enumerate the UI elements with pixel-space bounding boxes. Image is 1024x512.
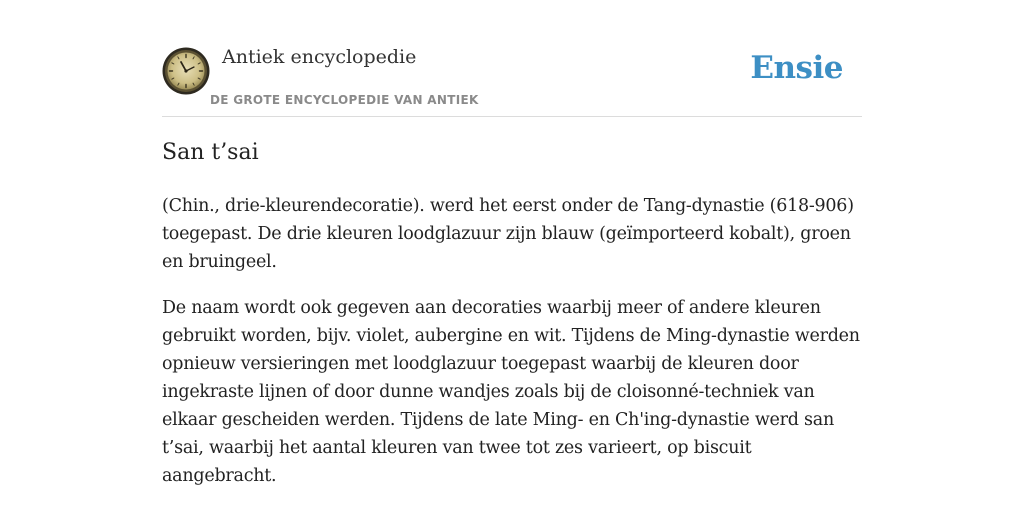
site-subtitle: DE GROTE ENCYCLOPEDIE VAN ANTIEK xyxy=(210,93,479,107)
article-paragraph: (Chin., drie-kleurendecoratie). werd het eerst onder de Tang-dynastie (618-906) toegepast. De drie kleuren loodglazuur zijn blauw (geïmporteerd kobalt), groen en bruingeel. xyxy=(162,196,854,272)
brand-logo-link[interactable]: Ensie xyxy=(750,50,843,86)
article-title: San t’sai xyxy=(162,140,259,165)
antique-clock-icon[interactable] xyxy=(162,47,210,95)
site-title[interactable]: Antiek encyclopedie xyxy=(222,46,417,68)
site-header xyxy=(162,44,862,117)
article-paragraph: De naam wordt ook gegeven aan decoraties waarbij meer of andere kleuren gebruikt worden, bijv. violet, aubergine en wit. Tijdens de Ming-dynastie werden opnieuw versieringen met loodglazuur toegepast waarbij de kleuren door ingekraste lijnen of door dunne wandjes zoals bij de cloisonné-techniek van elkaar gescheiden werden. Tijdens de late Ming- en Ch'ing-dynastie werd san t’sai, waarbij het aantal kleuren van twee tot zes varieert, op biscuit aangebracht. xyxy=(162,298,860,486)
article-body xyxy=(162,192,862,508)
